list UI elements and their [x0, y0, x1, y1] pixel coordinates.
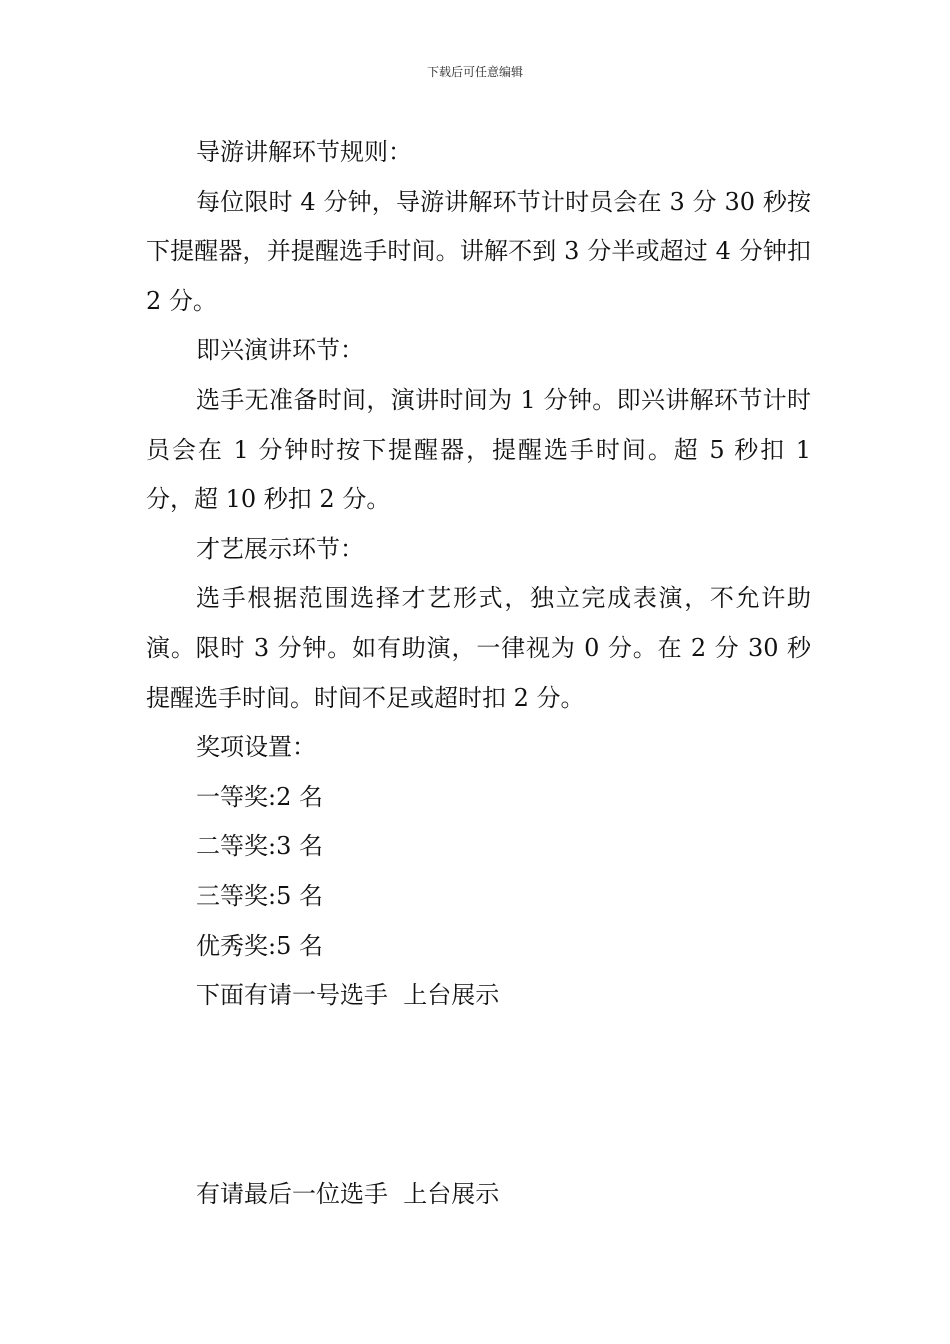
section-heading-talent: 才艺展示环节：	[196, 534, 364, 563]
award-item-third: 三等奖:5 名	[196, 881, 323, 910]
award-item-excellence: 优秀奖:5 名	[196, 931, 323, 960]
announcement-last-contestant: 有请最后一位选手 上台展示	[196, 1179, 500, 1208]
blank-space	[146, 1021, 811, 1170]
section-heading-guide: 导游讲解环节规则：	[196, 138, 412, 166]
paragraph-talent-rules: 选手根据范围选择才艺形式，独立完成表演，不允许助演。限时 3 分钟。如有助演，一律视为 0 分。在 2 分 30 秒提醒选手时间。时间不足或超时扣 2 分。	[146, 584, 811, 712]
document-body	[146, 128, 811, 1219]
section-heading-awards: 奖项设置：	[196, 733, 316, 762]
paragraph-guide-rules: 每位限时 4 分钟，导游讲解环节计时员会在 3 分 30 秒按下提醒器，并提醒选手时间。讲解不到 3 分半或超过 4 分钟扣 2 分。	[146, 187, 811, 315]
announcement-first-contestant: 下面有请一号选手 上台展示	[196, 981, 500, 1010]
section-heading-impromptu: 即兴演讲环节：	[196, 336, 364, 365]
award-item-first: 一等奖:2 名	[196, 782, 323, 811]
award-item-second: 二等奖:3 名	[196, 832, 323, 861]
paragraph-impromptu-rules: 选手无准备时间，演讲时间为 1 分钟。即兴讲解环节计时员会在 1 分钟时按下提醒器，提醒选手时间。超 5 秒扣 1 分，超 10 秒扣 2 分。	[146, 385, 811, 514]
page-header: 下载后可任意编辑	[426, 65, 523, 79]
